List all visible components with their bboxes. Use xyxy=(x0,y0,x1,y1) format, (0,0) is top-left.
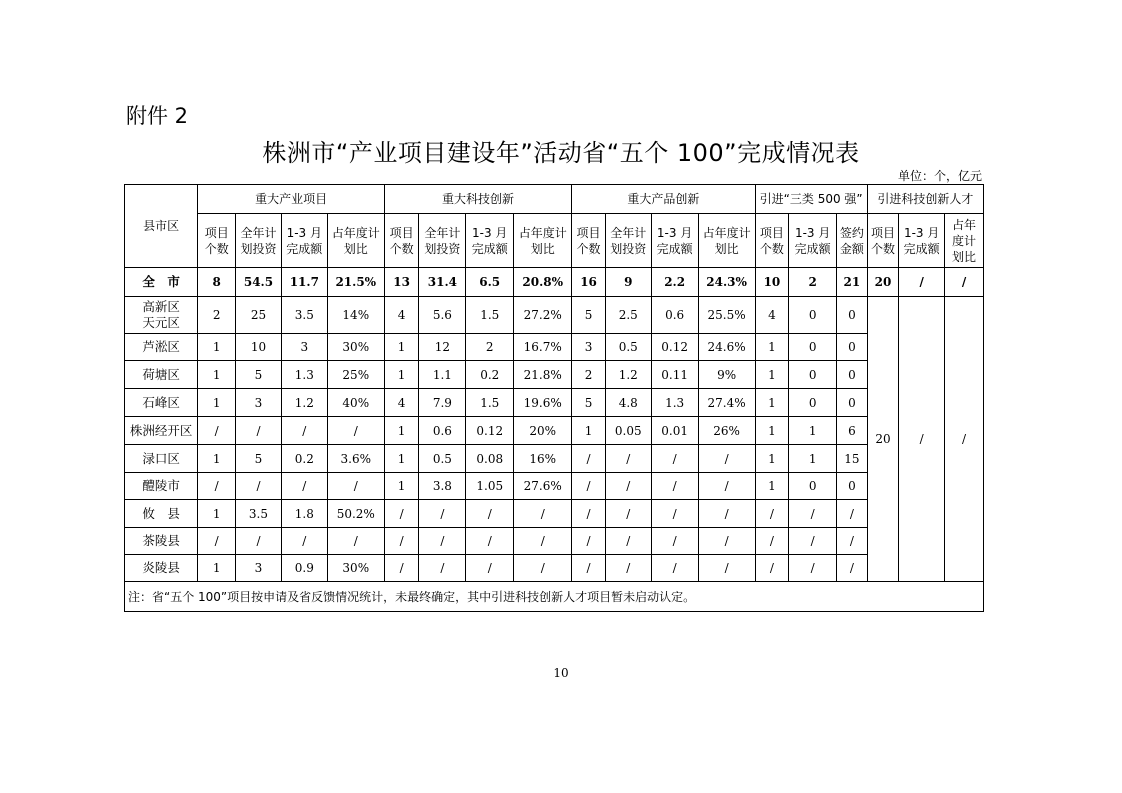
table-cell: / xyxy=(384,528,419,555)
table-cell: 5 xyxy=(236,445,282,473)
table-cell: 30% xyxy=(327,334,384,361)
table-cell: / xyxy=(466,528,514,555)
table-cell: 0.6 xyxy=(651,297,698,334)
table-cell: 0.2 xyxy=(466,361,514,389)
column-header xyxy=(899,214,945,268)
row-label xyxy=(125,500,198,528)
column-header xyxy=(698,214,755,268)
table-cell: 1 xyxy=(384,361,419,389)
table-cell: / xyxy=(945,268,984,297)
header-line: 个数 xyxy=(870,241,895,256)
table-cell: 0.11 xyxy=(651,361,698,389)
header-line: 划投资 xyxy=(424,241,461,256)
column-header xyxy=(837,214,868,268)
table-row xyxy=(125,417,984,445)
table-cell: 7.9 xyxy=(419,389,466,417)
table-cell: 27.6% xyxy=(514,473,572,500)
table-cell: 0 xyxy=(789,473,837,500)
table-cell: / xyxy=(698,473,755,500)
row-label xyxy=(125,473,198,500)
table-cell: 0.12 xyxy=(651,334,698,361)
table-cell: 2 xyxy=(198,297,236,334)
table-cell: 50.2% xyxy=(327,500,384,528)
table-cell: 20 xyxy=(867,268,899,297)
table-cell: / xyxy=(281,417,327,445)
table-cell: / xyxy=(698,555,755,582)
table-cell: 3.8 xyxy=(419,473,466,500)
table-cell: 0.2 xyxy=(281,445,327,473)
table-cell: 16.7% xyxy=(514,334,572,361)
table-cell: / xyxy=(384,500,419,528)
column-header xyxy=(651,214,698,268)
table-cell: 4 xyxy=(755,297,789,334)
table-cell: 10 xyxy=(755,268,789,297)
header-line: 签约 xyxy=(839,225,864,240)
table-row xyxy=(125,334,984,361)
header-line: 划比 xyxy=(343,241,368,256)
talent-merged-cell: / xyxy=(945,297,984,582)
table-cell: / xyxy=(514,555,572,582)
table-cell: 6 xyxy=(837,417,868,445)
table-cell: / xyxy=(899,268,945,297)
table-cell: 3 xyxy=(236,389,282,417)
table-cell: 1 xyxy=(755,361,789,389)
table-cell: 9% xyxy=(698,361,755,389)
table-cell: / xyxy=(327,417,384,445)
table-row xyxy=(125,528,984,555)
table-cell: 0.9 xyxy=(281,555,327,582)
table-cell: / xyxy=(755,528,789,555)
column-header xyxy=(605,214,651,268)
table-cell: 0.12 xyxy=(466,417,514,445)
table-cell: 21.5% xyxy=(327,268,384,297)
table-cell: / xyxy=(651,555,698,582)
table-cell: 0 xyxy=(837,334,868,361)
row-label xyxy=(125,445,198,473)
table-cell: 1 xyxy=(755,334,789,361)
talent-merged-cell: 20 xyxy=(867,297,899,582)
table-cell: 54.5 xyxy=(236,268,282,297)
table-cell: / xyxy=(605,473,651,500)
table-cell: 1 xyxy=(384,473,419,500)
table-cell: / xyxy=(651,500,698,528)
header-line: 划比 xyxy=(714,241,739,256)
table-cell: 0.5 xyxy=(605,334,651,361)
table-cell: 1.5 xyxy=(466,297,514,334)
column-header xyxy=(419,214,466,268)
table-cell: 1 xyxy=(755,473,789,500)
table-row xyxy=(125,389,984,417)
table-cell: 1 xyxy=(198,500,236,528)
attachment-label: 附件 2 xyxy=(126,104,189,128)
footnote: 注：省“五个 100”项目按申请及省反馈情况统计，未最终确定，其中引进科技创新人才项目暂未启动认定。 xyxy=(125,582,984,612)
header-line: 项目 xyxy=(576,225,601,240)
header-line: 占年度计 xyxy=(702,225,751,240)
table-cell: / xyxy=(419,555,466,582)
table-cell: / xyxy=(651,528,698,555)
page-title: 株洲市“产业项目建设年”活动省“五个 100”完成情况表 xyxy=(262,139,860,167)
header-line: 全年计 xyxy=(610,225,647,240)
table-cell: 40% xyxy=(327,389,384,417)
table-cell: 5 xyxy=(236,361,282,389)
table-cell: 11.7 xyxy=(281,268,327,297)
column-header xyxy=(945,214,984,268)
table-cell: 8 xyxy=(198,268,236,297)
table-cell: 0 xyxy=(837,389,868,417)
table-cell: / xyxy=(327,473,384,500)
table-cell: / xyxy=(198,528,236,555)
column-header xyxy=(236,214,282,268)
table-cell: 19.6% xyxy=(514,389,572,417)
table-cell: 0.01 xyxy=(651,417,698,445)
group-header: 重大产业项目 xyxy=(198,185,384,214)
row-label: 全 市 xyxy=(125,268,198,297)
table-cell: 3.6% xyxy=(327,445,384,473)
table-cell: 25 xyxy=(236,297,282,334)
header-line: 1-3 月 xyxy=(656,225,693,240)
table-cell: 13 xyxy=(384,268,419,297)
talent-merged-cell: / xyxy=(899,297,945,582)
table-row xyxy=(125,297,984,334)
table-row xyxy=(125,473,984,500)
table-cell: / xyxy=(605,555,651,582)
table-cell: / xyxy=(236,473,282,500)
table-cell: / xyxy=(572,555,606,582)
header-line: 天元区 xyxy=(142,315,180,330)
table-cell: 2 xyxy=(572,361,606,389)
table-cell: 20% xyxy=(514,417,572,445)
table-cell: 25.5% xyxy=(698,297,755,334)
table-cell: 20.8% xyxy=(514,268,572,297)
row-label xyxy=(125,417,198,445)
column-header xyxy=(572,214,606,268)
table-cell: 31.4 xyxy=(419,268,466,297)
table-cell: 3 xyxy=(572,334,606,361)
table-cell: / xyxy=(789,555,837,582)
table-cell: 1.2 xyxy=(281,389,327,417)
table-cell: 3 xyxy=(281,334,327,361)
header-line: 划投资 xyxy=(240,241,277,256)
table-cell: / xyxy=(605,445,651,473)
column-header xyxy=(789,214,837,268)
table-cell: 27.2% xyxy=(514,297,572,334)
table-cell: 1 xyxy=(789,445,837,473)
table-cell: 4 xyxy=(384,389,419,417)
header-line: 石峰区 xyxy=(142,394,180,410)
table-cell: / xyxy=(605,500,651,528)
note-row xyxy=(125,582,984,612)
table-cell: / xyxy=(514,500,572,528)
page-number: 10 xyxy=(553,666,569,680)
table-cell: 27.4% xyxy=(698,389,755,417)
table-cell: / xyxy=(698,528,755,555)
table-cell: / xyxy=(572,528,606,555)
header-line: 划投资 xyxy=(610,241,647,256)
table-cell: 0.08 xyxy=(466,445,514,473)
table-cell: 0 xyxy=(789,334,837,361)
table-cell: 1.2 xyxy=(605,361,651,389)
header-line: 项目 xyxy=(759,225,784,240)
table-cell: / xyxy=(698,445,755,473)
table-cell: 1 xyxy=(384,334,419,361)
table-cell: 16% xyxy=(514,445,572,473)
table-cell: / xyxy=(837,555,868,582)
header-line: 攸 县 xyxy=(142,505,180,521)
table-cell: 1 xyxy=(572,417,606,445)
table-cell: 5 xyxy=(572,297,606,334)
table-cell: 0 xyxy=(837,297,868,334)
table-cell: 0.6 xyxy=(419,417,466,445)
table-cell: 1.1 xyxy=(419,361,466,389)
table-cell: 9 xyxy=(605,268,651,297)
table-cell: / xyxy=(651,445,698,473)
table-cell: / xyxy=(236,528,282,555)
table-row xyxy=(125,445,984,473)
header-line: 占年度计 xyxy=(331,225,380,240)
row-label xyxy=(125,297,198,334)
table-cell: / xyxy=(419,500,466,528)
table-cell: / xyxy=(789,528,837,555)
table-cell: 25% xyxy=(327,361,384,389)
table-cell: 0 xyxy=(789,297,837,334)
table-cell: 1 xyxy=(198,361,236,389)
table-cell: 1.8 xyxy=(281,500,327,528)
table-cell: / xyxy=(419,528,466,555)
table-cell: 1 xyxy=(198,555,236,582)
table-cell: 3.5 xyxy=(281,297,327,334)
table-cell: / xyxy=(198,417,236,445)
table-cell: / xyxy=(651,473,698,500)
table-cell: 5 xyxy=(572,389,606,417)
table-cell: 4 xyxy=(384,297,419,334)
table-cell: 1.3 xyxy=(651,389,698,417)
table-cell: 2.5 xyxy=(605,297,651,334)
header-line: 完成额 xyxy=(903,241,940,256)
row-label xyxy=(125,528,198,555)
group-header: 引进“三类 500 强” xyxy=(755,185,867,214)
table-cell: 2 xyxy=(466,334,514,361)
table-row xyxy=(125,361,984,389)
table-cell: / xyxy=(384,555,419,582)
table-cell: 30% xyxy=(327,555,384,582)
table-cell: 10 xyxy=(236,334,282,361)
table-cell: / xyxy=(789,500,837,528)
table-cell: 6.5 xyxy=(466,268,514,297)
header-line: 芦淞区 xyxy=(142,339,180,354)
table-cell: 24.6% xyxy=(698,334,755,361)
header-line: 1-3 月 xyxy=(794,225,831,240)
table-cell: / xyxy=(236,417,282,445)
table-cell: 1 xyxy=(755,389,789,417)
table-cell: 4.8 xyxy=(605,389,651,417)
summary-table xyxy=(124,184,984,612)
header-line: 完成额 xyxy=(794,241,831,256)
table-cell: 1 xyxy=(198,445,236,473)
header-line: 高新区 xyxy=(142,299,180,314)
header-line: 1-3 月 xyxy=(472,225,508,240)
row-label xyxy=(125,361,198,389)
table-cell: 0 xyxy=(837,473,868,500)
table-cell: 14% xyxy=(327,297,384,334)
group-header: 重大产品创新 xyxy=(572,185,755,214)
header-line: 株洲经开区 xyxy=(129,422,193,438)
table-cell: 24.3% xyxy=(698,268,755,297)
header-line: 完成额 xyxy=(471,241,508,256)
table-cell: / xyxy=(281,473,327,500)
table-cell: 21 xyxy=(837,268,868,297)
header-line: 1-3 月 xyxy=(903,225,940,240)
header-line: 个数 xyxy=(389,241,414,256)
table-cell: / xyxy=(837,500,868,528)
column-header xyxy=(384,214,419,268)
header-line: 个数 xyxy=(759,241,784,256)
table-cell: / xyxy=(755,555,789,582)
group-header: 重大科技创新 xyxy=(384,185,571,214)
table-cell: 12 xyxy=(419,334,466,361)
table-cell: 1.5 xyxy=(466,389,514,417)
header-line: 个数 xyxy=(204,241,229,256)
table-cell: 26% xyxy=(698,417,755,445)
header-line: 茶陵县 xyxy=(142,533,180,548)
table-cell: 1 xyxy=(789,417,837,445)
table-cell: / xyxy=(572,473,606,500)
table-cell: / xyxy=(466,500,514,528)
header-line: 完成额 xyxy=(286,241,323,256)
table-cell: 2.2 xyxy=(651,268,698,297)
header-line: 项目 xyxy=(870,225,895,240)
column-header xyxy=(327,214,384,268)
row-label xyxy=(125,389,198,417)
row-label xyxy=(125,334,198,361)
table-cell: 1 xyxy=(198,334,236,361)
column-header xyxy=(281,214,327,268)
header-line: 项目 xyxy=(204,225,229,240)
table-cell: / xyxy=(327,528,384,555)
header-line: 划比 xyxy=(530,241,555,256)
table-cell: 3.5 xyxy=(236,500,282,528)
table-cell: 0 xyxy=(789,389,837,417)
header-line: 炎陵县 xyxy=(142,560,180,575)
table-cell: 0.5 xyxy=(419,445,466,473)
header-line: 1-3 月 xyxy=(286,225,323,240)
table-cell: 1.3 xyxy=(281,361,327,389)
column-header xyxy=(755,214,789,268)
table-cell: / xyxy=(572,500,606,528)
region-header: 县市区 xyxy=(125,185,198,268)
table-cell: / xyxy=(572,445,606,473)
header-line: 划比 xyxy=(952,249,977,264)
table-cell: / xyxy=(514,528,572,555)
header-line: 全年计 xyxy=(240,225,277,240)
table-cell: 15 xyxy=(837,445,868,473)
column-header xyxy=(867,214,899,268)
header-line: 占年度计 xyxy=(518,225,567,240)
table-cell: / xyxy=(755,500,789,528)
table-cell: 3 xyxy=(236,555,282,582)
header-line: 占年 xyxy=(952,217,977,232)
table-row xyxy=(125,555,984,582)
header-line: 项目 xyxy=(389,225,414,240)
table-cell: 5.6 xyxy=(419,297,466,334)
table-cell: / xyxy=(281,528,327,555)
table-cell: 1 xyxy=(755,445,789,473)
column-header xyxy=(466,214,514,268)
group-header: 引进科技创新人才 xyxy=(867,185,983,214)
column-header xyxy=(198,214,236,268)
table-cell: 16 xyxy=(572,268,606,297)
header-line: 醴陵市 xyxy=(142,478,180,493)
header-line: 金额 xyxy=(839,241,864,256)
header-line: 个数 xyxy=(576,241,601,256)
header-line: 全年计 xyxy=(424,225,461,240)
table-cell: / xyxy=(837,528,868,555)
table-cell: 21.8% xyxy=(514,361,572,389)
table-row xyxy=(125,500,984,528)
table-cell: 1 xyxy=(755,417,789,445)
table-cell: 0.05 xyxy=(605,417,651,445)
table-cell: 1 xyxy=(198,389,236,417)
table-cell: 2 xyxy=(789,268,837,297)
header-line: 渌口区 xyxy=(142,450,180,466)
table-cell: / xyxy=(605,528,651,555)
table-cell: 1 xyxy=(384,445,419,473)
unit-label: 单位：个，亿元 xyxy=(897,169,982,183)
table-cell: 0 xyxy=(789,361,837,389)
row-label xyxy=(125,555,198,582)
column-header xyxy=(514,214,572,268)
table-cell: 1.05 xyxy=(466,473,514,500)
header-line: 完成额 xyxy=(656,241,693,256)
header-line: 度计 xyxy=(952,233,977,248)
table-cell: / xyxy=(198,473,236,500)
header-line: 荷塘区 xyxy=(142,366,180,382)
table-cell: / xyxy=(466,555,514,582)
table-row-total xyxy=(125,268,984,297)
table-cell: 0 xyxy=(837,361,868,389)
table-cell: 1 xyxy=(384,417,419,445)
table-cell: / xyxy=(698,500,755,528)
